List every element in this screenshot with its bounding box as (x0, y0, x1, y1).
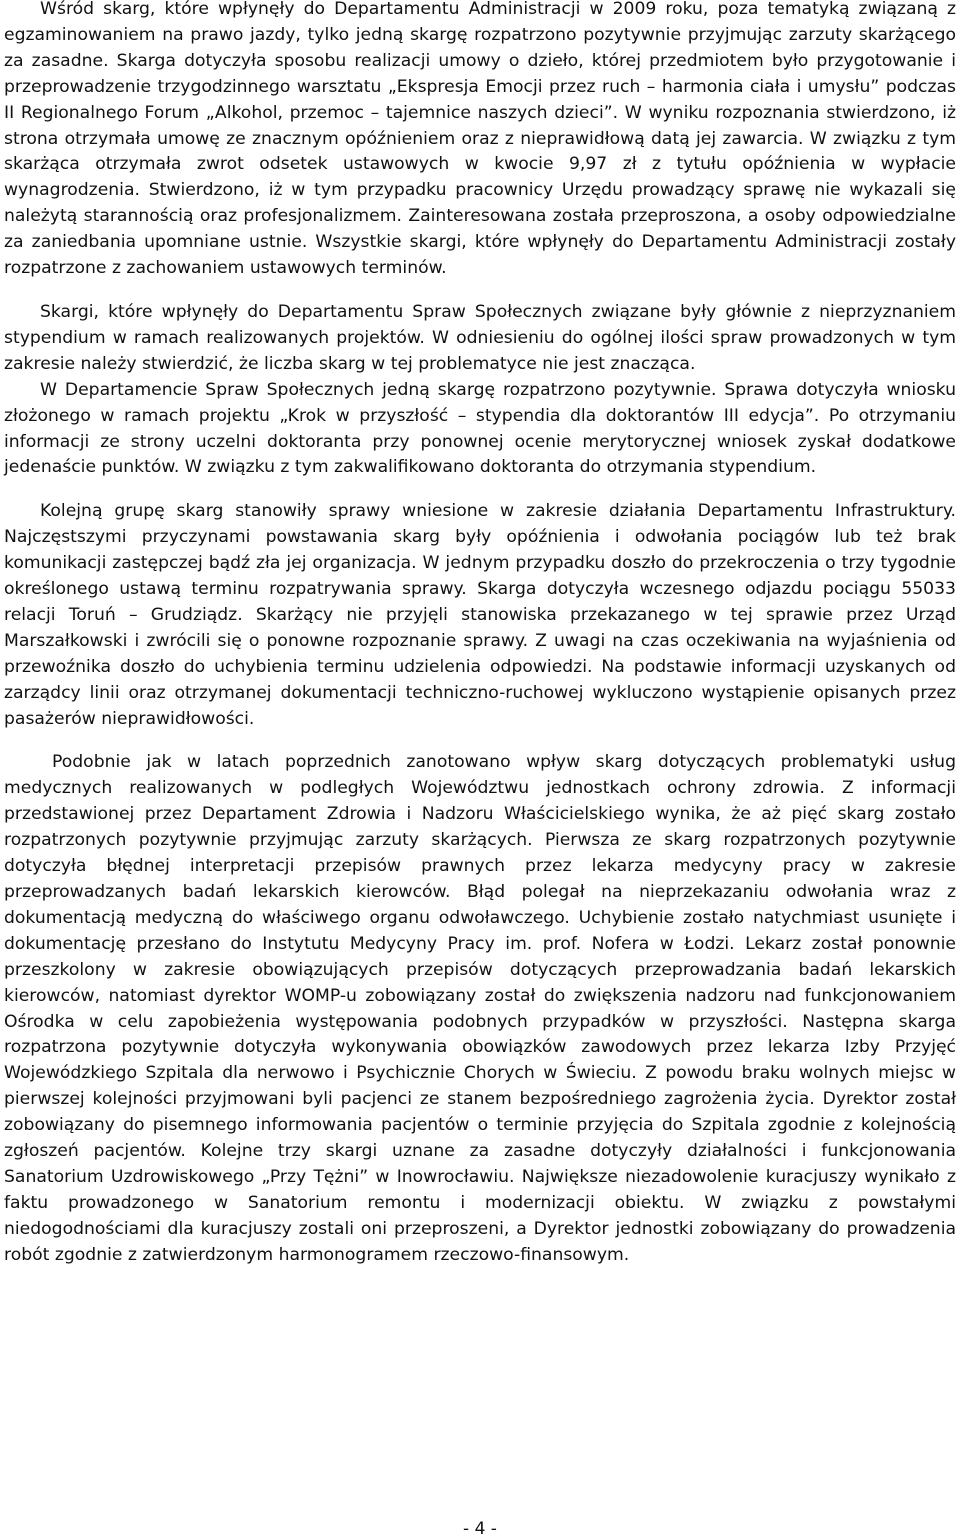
paragraph-spraw-spolecznych-pozytywna: W Departamencie Spraw Społecznych jedną skargę rozpatrzono pozytywnie. Sprawa dotyczyła wniosku złożonego w ramach projektu „Krok w przyszłość – stypendia dla doktorantów III edycja”. Po otrzymaniu informacji ze strony uczelni doktoranta przy ponownej ocenie merytorycznej wniosek zyskał dodatkowe jedenaście punktów. W związku z tym zakwalifikowano doktoranta do otrzymania stypendium. (4, 379, 956, 478)
document-page (4, 0, 956, 1269)
page-number: - 4 - (463, 1519, 497, 1539)
paragraph-spraw-spolecznych-skargi: Skargi, które wpłynęły do Departamentu Spraw Społecznych związane były głównie z nieprzyznaniem stypendium w ramach realizowanych projektów. W odniesieniu do ogólnej ilości spraw prowadzonych w tym zakresie należy stwierdzić, że liczba skarg w tej problematyce nie jest znacząca. (4, 301, 956, 374)
paragraph-administracja: Wśród skarg, które wpłynęły do Departamentu Administracji w 2009 roku, poza tematyką związaną z egzaminowaniem na prawo jazdy, tylko jedną skargę rozpatrzono pozytywnie przyjmując zarzuty skarżącego za zasadne. Skarga dotyczyła sposobu realizacji umowy o dzieło, której przedmiotem było przygotowanie i przeprowadzenie trzygodzinnego warsztatu „Ekspresja Emocji przez ruch – harmonia ciała i umysłu” podczas II Regionalnego Forum „Alkohol, przemoc – tajemnice naszych dzieci”. W wyniku rozpoznania stwierdzono, iż strona otrzymała umowę ze znacznym opóźnieniem oraz z nieprawidłową datą jej zawarcia. W związku z tym skarżąca otrzymała zwrot odsetek ustawowych w kwocie 9,97 zł z tytułu opóźnienia w wypłacie wynagrodzenia. Stwierdzono, iż w tym przypadku pracownicy Urzędu prowadzący sprawę nie wykazali się należytą starannością oraz profesjonalizmem. Zainteresowana została przeproszona, a osoby odpowiedzialne za zaniedbania upomniane ustnie. Wszystkie skargi, które wpłynęły do Departamentu Administracji zostały rozpatrzone z zachowaniem ustawowych terminów. (4, 0, 956, 279)
paragraph-infrastruktura: Kolejną grupę skarg stanowiły sprawy wniesione w zakresie działania Departamentu Infrastruktury. Najczęstszymi przyczynami powstawania skarg były opóźnienia i odwołania pociągów lub też brak komunikacji zastępczej bądź zła jej organizacja. W jednym przypadku doszło do przekroczenia o trzy tygodnie określonego ustawą terminu rozpatrywania sprawy. Skarga dotyczyła wczesnego odjazdu pociągu 55033 relacji Toruń – Grudziądz. Skarżący nie przyjęli stanowiska przekazanego w tej sprawie przez Urząd Marszałkowski i zwrócili się o ponowne rozpoznanie sprawy. Z uwagi na czas oczekiwania na wyjaśnienia od przewoźnika doszło do uchybienia terminu udzielenia odpowiedzi. Na podstawie informacji uzyskanych od zarządcy linii oraz otrzymanej dokumentacji techniczno-ruchowej wykluczono wystąpienie opisanych przez pasażerów nieprawidłowości. (4, 501, 956, 729)
paragraph-uslugi-medyczne: Podobnie jak w latach poprzednich zanotowano wpływ skarg dotyczących problematyki usług medycznych realizowanych w podległych Województwu jednostkach ochrony zdrowia. Z informacji przedstawionej przez Departament Zdrowia i Nadzoru Właścicielskiego wynika, że aż pięć skarg zostało rozpatrzonych pozytywnie przyjmując zarzuty skarżących. Pierwsza ze skarg rozpatrzonych pozytywnie dotyczyła błędnej interpretacji przepisów prawnych przez lekarza medycyny pracy w zakresie przeprowadzanych badań lekarskich kierowców. Błąd polegał na nieprzekazaniu odwołania wraz z dokumentacją medyczną do właściwego organu odwoławczego. Uchybienie zostało natychmiast usunięte i dokumentację przesłano do Instytutu Medycyny Pracy im. prof. Nofera w Łodzi. Lekarz został ponownie przeszkolony w zakresie obowiązujących przepisów dotyczących przeprowadzania badań lekarskich kierowców, natomiast dyrektor WOMP-u zobowiązany został do zwiększenia nadzoru nad funkcjonowaniem Ośrodka w celu zapobieżenia występowania podobnych przypadków w przyszłości. Następna skarga rozpatrzona pozytywnie dotyczyła wykonywania obowiązków zawodowych przez lekarza Izby Przyjęć Wojewódzkiego Szpitala dla nerwowo i Psychicznie Chorych w Świeciu. Z powodu braku wolnych miejsc w pierwszej kolejności przyjmowani byli pacjenci ze stanem bezpośredniego zagrożenia życia. Dyrektor został zobowiązany do pisemnego informowania pacjentów o terminie przyjęcia do Szpitala zgodnie z kolejnością zgłoszeń pacjentów. Kolejne trzy skargi uznane za zasadne dotyczyły działalności i funkcjonowania Sanatorium Uzdrowiskowego „Przy Tężni” w Inowrocławiu. Największe niezadowolenie kuracjuszy wynikało z faktu prowadzonego w Sanatorium remontu i modernizacji obiektu. W związku z powstałymi niedogodnościami dla kuracjuszy zostali oni przeproszeni, a Dyrektor jednostki zobowiązany do prowadzenia robót zgodnie z zatwierdzonym harmonogramem rzeczowo-finansowym. (4, 752, 956, 1265)
